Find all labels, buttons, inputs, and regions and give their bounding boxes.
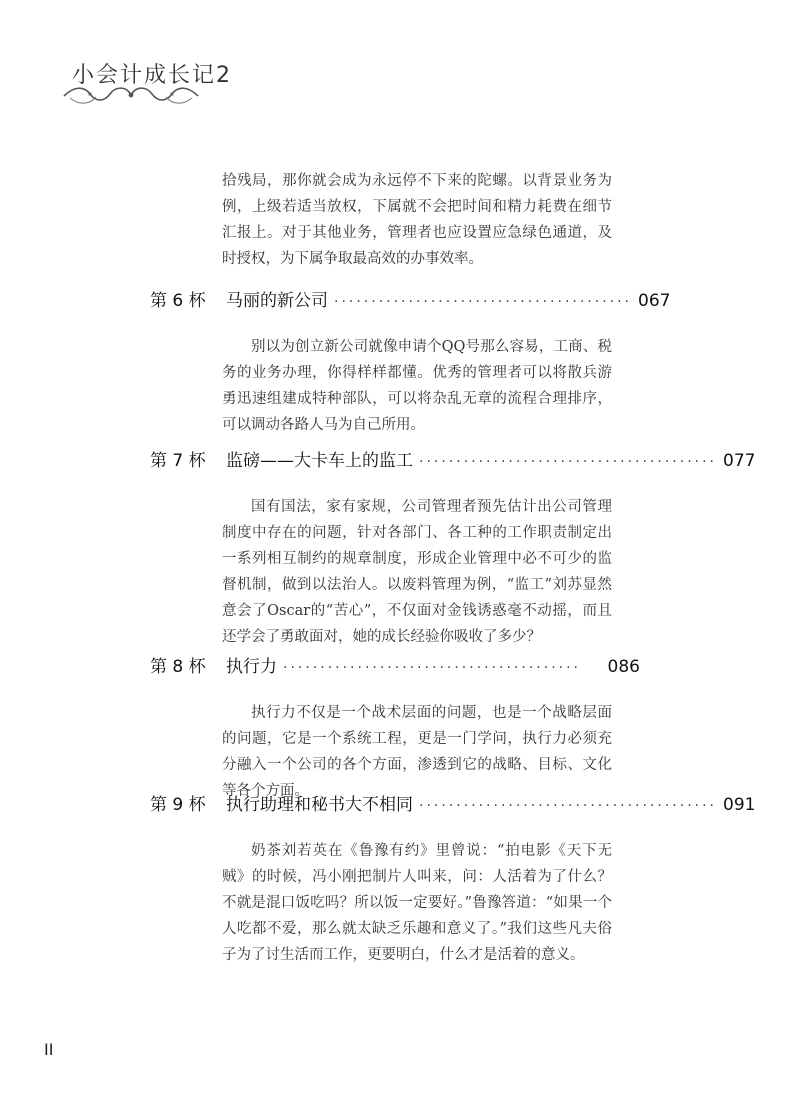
- toc-entry-8: [150, 652, 640, 804]
- cup-number: 第 6 杯: [150, 291, 206, 311]
- chapter-summary: [222, 334, 612, 438]
- chapter-summary-text: 别以为创立新公司就像申请个QQ号那么容易，工商、税务的业务办理，你得样样都懂。优秀的管理者可以将散兵游勇迅速组建成特种部队，可以将杂乱无章的流程合理排序，可以调动各路人马为自己所用。: [222, 339, 612, 433]
- chapter-title: 马丽的新公司: [226, 291, 328, 311]
- intro-paragraph: [222, 168, 612, 272]
- cup-number: 第 7 杯: [150, 451, 206, 471]
- chapter-summary-text: 奶茶刘若英在《鲁豫有约》里曾说：“拍电影《天下无贼》的时候，冯小刚把制片人叫来，问：人活着为了什么？不就是混口饭吃吗？所以饭一定要好。”鲁豫答道：“如果一个人吃都不爱，那么就太缺乏乐趣和意义了。”我们这些凡夫俗子为了讨生活而工作，更要明白，什么才是活着的意义。: [222, 843, 612, 963]
- intro-text: 拾残局，那你就会成为永远停不下来的陀螺。以背景业务为例，上级若适当放权，下属就不会把时间和精力耗费在细节汇报上。对于其他业务，管理者也应设置应急绿色通道，及时授权，为下属争取最高效的办事效率。: [222, 173, 612, 267]
- page-number: 067: [638, 291, 671, 311]
- cup-number: 第 8 杯: [150, 657, 206, 677]
- chapter-title: 执行力: [226, 657, 277, 677]
- chapter-title: 执行助理和秘书大不相同: [226, 795, 413, 815]
- leader-dots: ········································: [334, 294, 633, 310]
- chapter-summary: [222, 494, 612, 650]
- chapter-title: 监磅——大卡车上的监工: [226, 451, 413, 471]
- chapter-summary-text: 国有国法，家有家规，公司管理者预先估计出公司管理制度中存在的问题，针对各部门、各工种的工作职责制定出一系列相互制约的规章制度，形成企业管理中必不可少的监督机制，做到以法治人。以废料管理为例，“监工”刘苏显然意会了Oscar的“苦心”，不仅面对金钱诱惑毫不动摇，而且还学会了勇敢面对，她的成长经验你吸收了多少？: [222, 499, 612, 645]
- ornament-flourish-icon: [60, 84, 202, 106]
- leader-dots: ········································: [419, 798, 718, 814]
- leader-dots: ········································: [283, 660, 582, 676]
- page-number: 086: [607, 657, 640, 677]
- book-title: 小会计成长记2: [72, 63, 232, 88]
- chapter-summary: [222, 700, 612, 804]
- toc-entry-9: [150, 790, 756, 968]
- chapter-summary: [222, 838, 612, 968]
- toc-line[interactable]: [150, 790, 756, 820]
- page-number: 077: [723, 451, 756, 471]
- toc-entry-7: [150, 446, 756, 650]
- toc-entry-6: [150, 286, 671, 438]
- toc-line[interactable]: [150, 652, 640, 682]
- chapter-summary-text: 执行力不仅是一个战术层面的问题，也是一个战略层面的问题，它是一个系统工程，更是一门学问，执行力必须充分融入一个公司的各个方面，渗透到它的战略、目标、文化等各个方面。: [222, 705, 612, 799]
- toc-line[interactable]: [150, 446, 756, 476]
- leader-dots: ········································: [419, 454, 718, 470]
- folio-page-number: II: [44, 1040, 54, 1059]
- toc-line[interactable]: [150, 286, 671, 316]
- cup-number: 第 9 杯: [150, 795, 206, 815]
- page-number: 091: [723, 795, 756, 815]
